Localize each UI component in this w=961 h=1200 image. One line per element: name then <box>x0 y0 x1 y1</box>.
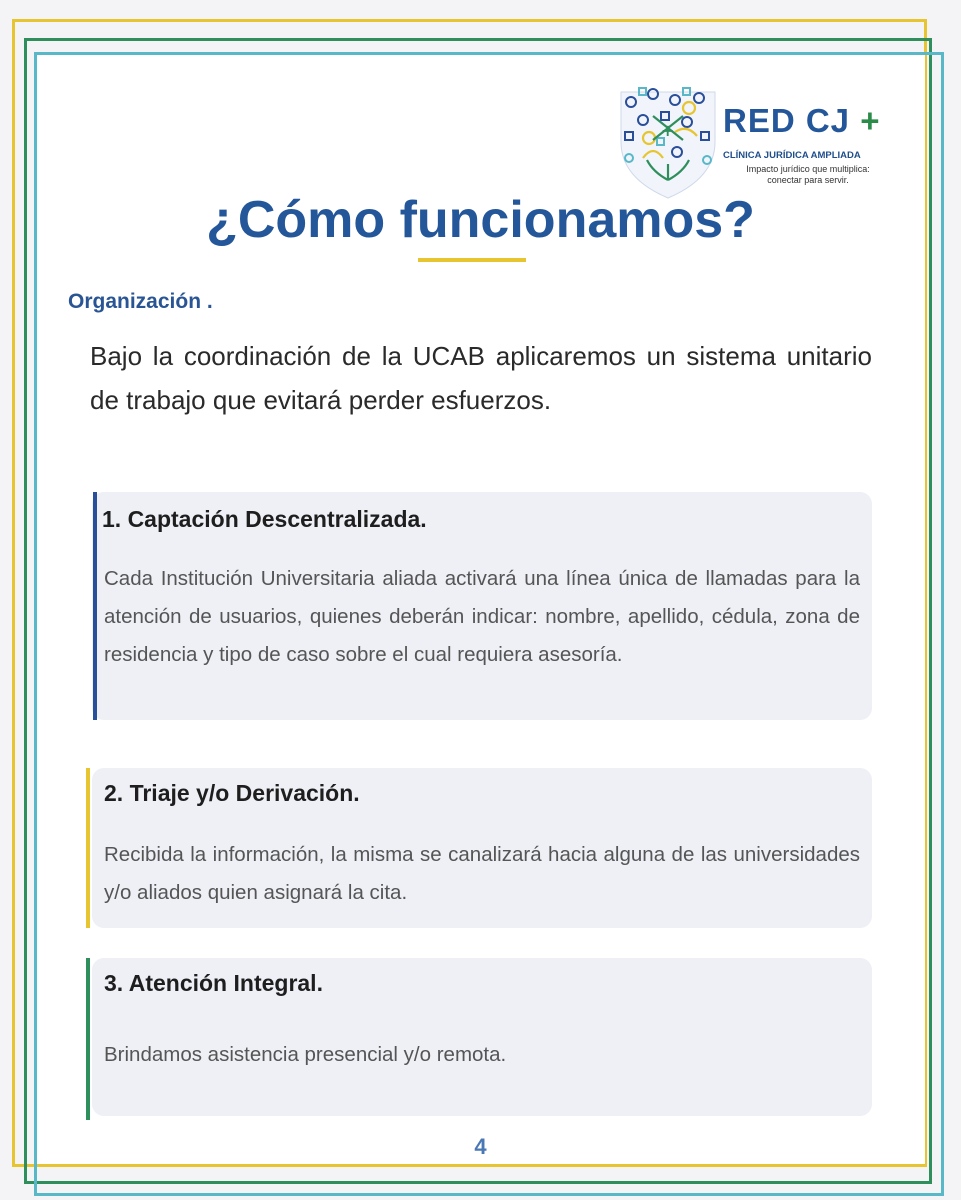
logo-subtitle: CLÍNICA JURÍDICA AMPLIADA <box>723 150 861 161</box>
title-underline <box>418 258 526 262</box>
intro-paragraph: Bajo la coordinación de la UCAB aplicaremos un sistema unitario de trabajo que evitará perder esfuerzos. <box>90 341 872 415</box>
step-body: Brindamos asistencia presencial y/o remota. <box>104 1043 507 1066</box>
page-number: 4 <box>474 1134 487 1159</box>
logo-tagline-line2: conectar para servir. <box>767 175 849 185</box>
logo <box>613 80 903 200</box>
step-accent-bar <box>93 492 97 720</box>
step-card-3 <box>92 958 872 1116</box>
logo-tagline <box>728 164 888 186</box>
svg-text:+: + <box>661 121 675 140</box>
logo-plus: + <box>860 102 881 139</box>
step-accent-bar <box>86 768 90 928</box>
step-title: 2. Triaje y/o Derivación. <box>104 780 360 806</box>
step-title: 1. Captación Descentralizada. <box>102 506 427 532</box>
step-body: Recibida la información, la misma se canalizará hacia alguna de las universidades y/o aliados quien asignará la cita. <box>104 843 860 904</box>
logo-tagline-line1: Impacto jurídico que multiplica: <box>746 164 870 174</box>
step-card-1 <box>92 492 872 720</box>
step-body: Cada Institución Universitaria aliada activará una línea única de llamadas para la atención de usuarios, quienes deberán indicar: nombre, apellido, cédula, zona de residencia y tipo de caso sobre el cual requiera asesoría. <box>104 567 860 666</box>
section-heading: Organización . <box>68 290 213 313</box>
logo-title: RED CJ + <box>723 102 881 139</box>
page-title: ¿Cómo funcionamos? <box>206 191 755 249</box>
network-emblem-icon <box>613 80 723 200</box>
step-title: 3. Atención Integral. <box>104 970 323 996</box>
step-accent-bar <box>86 958 90 1120</box>
step-card-2 <box>92 768 872 928</box>
